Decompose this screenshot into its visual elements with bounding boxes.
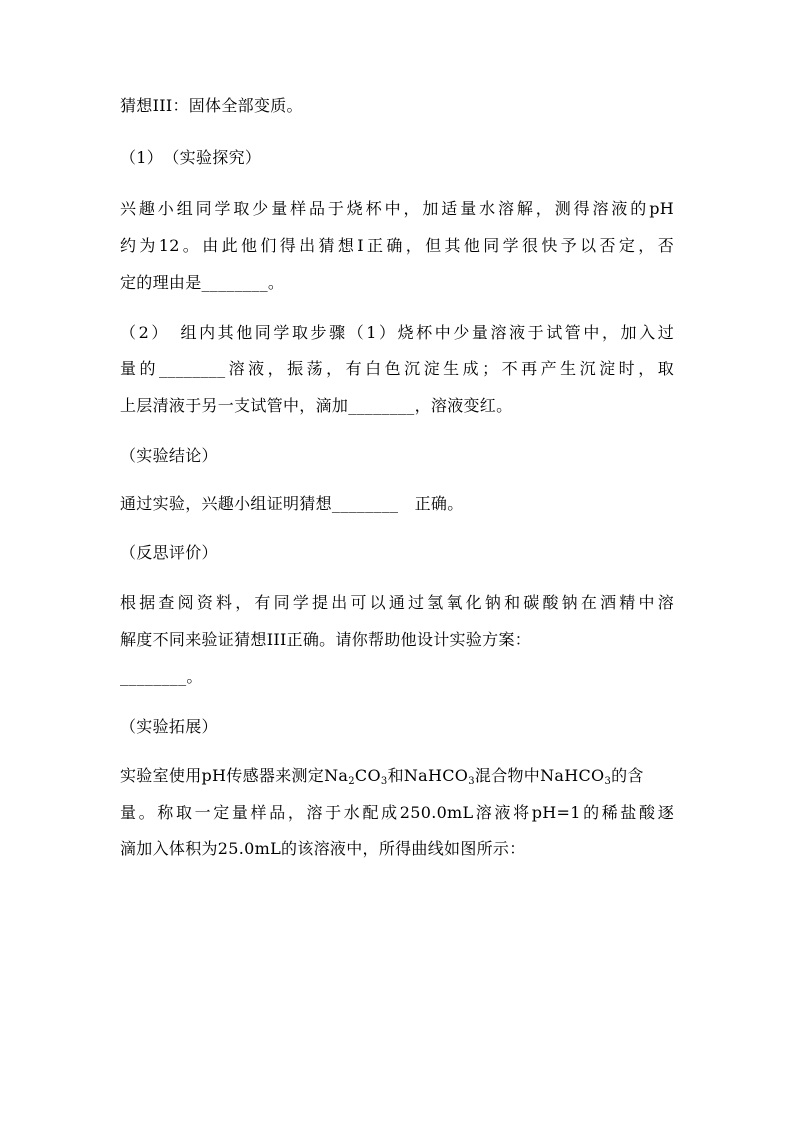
subscript: 3	[468, 776, 475, 787]
section-experiment-inquiry-heading: （1） （实验探究）	[120, 148, 262, 167]
paragraph-line: 约为12。由此他们得出猜想Ⅰ正确，但其他同学很快予以否定，否	[120, 236, 674, 255]
text-segment: 实验室使用pH传感器来测定Na	[120, 766, 349, 785]
paragraph-line-blank-plan: ________。	[120, 667, 203, 686]
hypothesis-three-line: 猜想III：固体全部变质。	[120, 96, 303, 115]
section-experiment-extension-heading: （实验拓展）	[120, 717, 218, 736]
paragraph-line: 解度不同来验证猜想III正确。请你帮助他设计实验方案：	[120, 630, 532, 649]
text-segment: 的含	[611, 766, 644, 785]
subscript: 3	[380, 776, 388, 787]
paragraph-line-formula	[120, 766, 644, 786]
section-reflection-heading: （反思评价）	[120, 543, 218, 562]
paragraph-line-conclusion: 通过实验，兴趣小组证明猜想________ 正确。	[120, 494, 464, 513]
text-segment: 和NaHCO	[387, 766, 469, 785]
paragraph-line: 量。称取一定量样品，溶于水配成250.0mL溶液将pH=1的稀盐酸逐	[120, 803, 674, 822]
paragraph-line: （2） 组内其他同学取步骤（1）烧杯中少量溶液于试管中，加入过	[120, 323, 674, 342]
subscript: 2	[348, 776, 355, 787]
text-segment: CO	[354, 766, 381, 785]
subscript: 3	[604, 776, 612, 787]
section-experiment-conclusion-heading: （实验结论）	[120, 446, 218, 465]
paragraph-line: 兴趣小组同学取少量样品于烧杯中，加适量水溶解，测得溶液的pH	[120, 199, 674, 218]
paragraph-line-blank-reason: 定的理由是________。	[120, 273, 285, 292]
paragraph-line: 上层清液于另一支试管中，滴加________，溶液变红。	[120, 396, 513, 415]
paragraph-line: 量的________溶液，振荡，有白色沉淀生成；不再产生沉淀时，取	[120, 359, 674, 378]
text-segment: 混合物中NaHCO	[474, 766, 605, 785]
paragraph-line: 根据查阅资料，有同学提出可以通过氢氧化钠和碳酸钠在酒精中溶	[120, 593, 674, 612]
paragraph-line: 滴加入体积为25.0mL的该溶液中，所得曲线如图所示：	[120, 839, 526, 858]
